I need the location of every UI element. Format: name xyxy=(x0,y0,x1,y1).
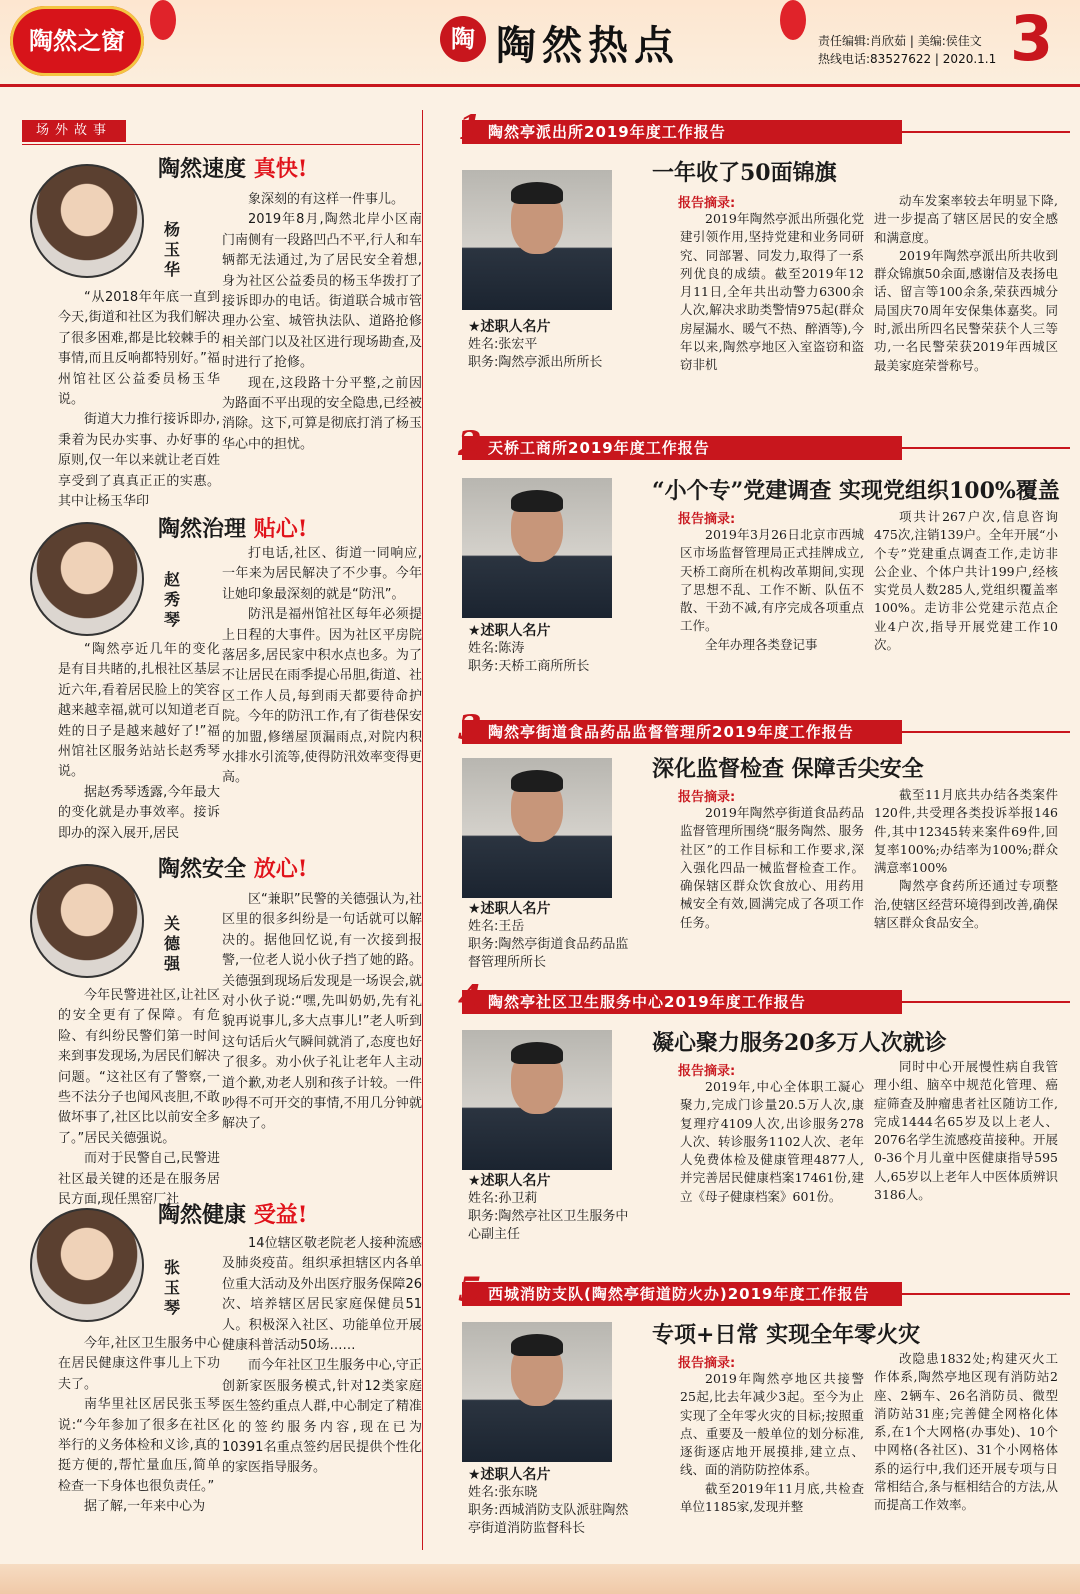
report-text-col1: 2019年陶然亭街道食品药品监督管理所围绕“服务陶然、服务社区”的工作目标和工作要求,深入强化四品一械监督检查工作。确保辖区群众饮食放心、用药用械安全有效,圆满完成了各项工作任务。 xyxy=(680,805,864,930)
official-photo xyxy=(462,1322,612,1462)
editor-info xyxy=(818,32,996,68)
report-4 xyxy=(458,978,1070,1260)
editor-line: 责任编辑:肖欣茹 | 美编:侯佳文 xyxy=(818,34,982,48)
divider xyxy=(902,1293,1070,1295)
summary-label: 报告摘录: xyxy=(678,1356,736,1371)
story-health xyxy=(22,1198,422,1558)
report-bar: 西城消防支队(陶然亭街道防火办)2019年度工作报告 xyxy=(462,1282,902,1306)
report-text-col2: 同时中心开展慢性病自我管理小组、脑卒中规范化管理、癌症筛查及肿瘤患者社区随访工作,完成1444名65岁及以上老人、2076名学生流感疫苗接种。开展0-36个月儿童中医健康指导595人,65岁以上老年人中医体质辨识3186人。 xyxy=(874,1059,1058,1203)
report-text-col2: 项共计267户次,信息咨询475次,注销139户。全年开展“小个专”党建重点调查工作,走访非公企业、个体户共计199户,经核实党员人数285人,党组织覆盖率100%。走访非公党建示范点企业4户次,指导开展党建工作10次。 xyxy=(874,509,1058,653)
report-text-col2: 截至11月底共办结各类案件120件,共受理各类投诉举报146件,其中12345转来案件69件,回复率100%;办结率为100%;群众满意率100% 陶然亭食药所还通过专项整治,使辖区经营环境得到改善,确保辖区群众食品安全。 xyxy=(874,787,1058,931)
report-text-col1: 2019年陶然亭派出所强化党建引领作用,坚持党建和业务同研究、同部署、同发力,取得了一系列优良的成绩。截至2019年12月11日,全年共出动警力6300余人次,解决求助类警情975起(群众房屋漏水、暖气不热、醉酒等),今年以来,陶然亭地区入室盗窃和盗窃非机 xyxy=(680,211,864,373)
report-bar: 天桥工商所2019年度工作报告 xyxy=(462,436,902,460)
story-text-left: 今年,社区卫生服务中心在居民健康这件事儿上下功夫了。 南华里社区居民张玉琴说:“今年参加了很多在社区举行的义务体检和义诊,真的挺方便的,帮忙量血压,简单检查一下身体也很负责任。” 据了解,一年来中心为 xyxy=(58,1336,220,1515)
story-text-left: “从2018年年底一直到今天,街道和社区为我们解决了很多困难,都是比较棘手的事情,而且反响都特别好。”福州馆社区公益委员杨玉华说。 街道大力推行接诉即办,秉着为民办实事、办好事的原则,仅一年以来就让老百姓享受到了真真正正的实惠。其中让杨玉华印 xyxy=(58,290,220,510)
portrait-photo xyxy=(30,164,144,278)
story-title: 陶然健康 受益! xyxy=(158,1202,308,1228)
official-photo xyxy=(462,170,612,310)
page-header xyxy=(0,0,1080,87)
summary-label: 报告摘录: xyxy=(678,790,736,805)
summary-label: 报告摘录: xyxy=(678,196,736,211)
official-photo xyxy=(462,478,612,618)
portrait-photo xyxy=(30,522,144,636)
report-text-col2: 改隐患1832处;构建灭火工作体系,陶然亭地区现有消防站2座、2辆车、26名消防员、微型消防站31座;完善健全网格化体系,在1个大网格(办事处)、10个中网格(各社区)、31个小网格体系的运行中,我们还开展专项与日常相结合,条与框相结合的方法,从而提高工作效率。 xyxy=(874,1351,1058,1513)
person-name: 杨玉华 xyxy=(163,220,180,279)
lantern-decoration xyxy=(150,0,176,40)
report-number: 5 xyxy=(458,1270,482,1310)
divider xyxy=(902,1001,1070,1003)
section-badge: 陶 xyxy=(440,16,486,62)
story-text-right: 区“兼职”民警的关德强认为,社区里的很多纠纷是一句话就可以解决的。据他回忆说,有一次接到报警,一位老人说小伙子挡了她的路。关德强到现场后发现是一场误会,就对小伙子说:“嘿,先叫奶奶,先有礼貌再说事儿,多大点事儿!”老人听到这句话后火气瞬间就消了,态度也好了很多。劝小伙子礼让老年人主动道个歉,劝老人别和孩子计较。一件吵得不可开交的事情,不用几分钟就解决了。 xyxy=(222,892,422,1132)
summary-label: 报告摘录: xyxy=(678,512,736,527)
story-governance xyxy=(22,512,422,842)
hotline-date: 热线电话:83527622 | 2020.1.1 xyxy=(818,52,997,66)
person-name: 赵秀琴 xyxy=(163,570,180,629)
report-bar: 陶然亭街道食品药品监督管理所2019年度工作报告 xyxy=(462,720,902,744)
page-number: 3 xyxy=(1010,2,1054,75)
story-title: 陶然治理 贴心! xyxy=(158,516,308,542)
story-text-left: 今年民警进社区,让社区的安全更有了保障。有危险、有纠纷民警们第一时间来到事发现场,为居民们解决问题。“这社区有了警察,一些不法分子也闻风丧胆,不敢做坏事了,社区比以前安全多了。”居民关德强说。 而对于民警自己,民警进社区最关键的还是在服务居民方面,现任黑窑厂社 xyxy=(58,988,220,1208)
report-headline: 凝心聚力服务20多万人次就诊 xyxy=(652,1030,947,1056)
report-3 xyxy=(458,708,1070,976)
report-headline: 专项+日常 实现全年零火灾 xyxy=(652,1322,921,1348)
divider xyxy=(902,731,1070,733)
report-headline: 深化监督检查 保障舌尖安全 xyxy=(652,756,924,782)
report-2 xyxy=(458,424,1070,706)
divider xyxy=(902,447,1070,449)
story-speed xyxy=(22,152,422,510)
profile-card: ★述职人名片 姓名:孙卫莉 职务:陶然亭社区卫生服务中心副主任 xyxy=(468,1173,629,1242)
column-divider xyxy=(422,110,423,1550)
sidebar-stories xyxy=(22,108,422,1558)
report-text-col1: 2019年,中心全体职工凝心聚力,完成门诊量20.5万人次,康复理疗4109人次,出诊服务278人次、转诊服务1102人次、老年人免费体检及健康管理4877人,并完善居民健康档案17461份,建立《母子健康档案》601份。 xyxy=(680,1079,864,1204)
report-bar: 陶然亭社区卫生服务中心2019年度工作报告 xyxy=(462,990,902,1014)
person-name: 关德强 xyxy=(163,914,180,973)
divider xyxy=(902,131,1070,133)
lantern-decoration xyxy=(780,0,806,40)
portrait-photo xyxy=(30,1208,144,1322)
report-number: 4 xyxy=(458,978,482,1018)
section-title: 陶然热点 xyxy=(496,22,680,69)
sidebar-tab: 场外故事 xyxy=(22,120,126,142)
story-text-right: 象深刻的有这样一件事儿。 2019年8月,陶然北岸小区南门南侧有一段路凹凸不平,行人和车辆都无法通过,为了居民安全着想,身为社区公益委员的杨玉华拨打了接诉即办的电话。街道联合城市管理办公室、城管执法队、道路抢修相关部门以及社区进行现场勘查,及时进行了抢修。 现在,这段路十分平整,之前因为路面不平出现的安全隐患,已经被消除。这下,可算是彻底打消了杨玉华心中的担忧。 xyxy=(222,192,422,452)
profile-card: ★述职人名片 姓名:张东晓 职务:西城消防支队派驻陶然亭街道消防监督科长 xyxy=(468,1467,629,1536)
story-text-right: 打电话,社区、街道一同响应,一年来为居民解决了不少事。今年让她印象最深刻的就是“防汛”。 防汛是福州馆社区每年必须提上日程的大事件。因为社区平房院落居多,居民家中积水点也多。为了不让居民在雨季提心吊胆,街道、社区工作人员,每到雨天都要待命护院。今年的防汛工作,有了街巷保安的加盟,修缮屋顶漏雨点,对院内积水排水引流等,使得防汛效率变得更高。 xyxy=(222,546,422,786)
report-bar: 陶然亭派出所2019年度工作报告 xyxy=(462,120,902,144)
story-text-right: 14位辖区敬老院老人接种流感及肺炎疫苗。组织承担辖区内各单位重大活动及外出医疗服务保障26次、培养辖区居民家庭保健员51人。积极深入社区、功能单位开展健康科普活动50场…… 而今年社区卫生服务中心,守正创新家医服务模式,针对12类家庭医生签约重点人群,中心制定了精准化的签约服务内容,现在已为10391名重点签约居民提供个性化的家医指导服务。 xyxy=(222,1236,422,1476)
profile-card: ★述职人名片 姓名:张宏平 职务:陶然亭派出所所长 xyxy=(468,319,603,370)
story-safety xyxy=(22,852,422,1208)
report-headline: 一年收了50面锦旗 xyxy=(652,160,837,186)
report-5 xyxy=(458,1270,1070,1562)
masthead-logo: 陶然之窗 xyxy=(10,6,144,76)
official-photo xyxy=(462,758,612,898)
person-name: 张玉琴 xyxy=(163,1258,180,1317)
profile-card: ★述职人名片 姓名:陈涛 职务:天桥工商所所长 xyxy=(468,623,590,674)
report-text-col1: 2019年陶然亭地区共接警25起,比去年减少3起。至今为止实现了全年零火灾的目标;按照重点、重要及一般单位的划分标准,逐街逐店地开展摸排,建立点、线、面的消防防控体系。 截至2019年11月底,共检查单位1185家,发现并整 xyxy=(680,1371,864,1515)
report-number: 3 xyxy=(458,708,482,748)
portrait-photo xyxy=(30,864,144,978)
report-text-col2: 动车发案率较去年明显下降,进一步提高了辖区居民的安全感和满意度。 2019年陶然亭派出所共收到群众锦旗50余面,感谢信及表扬电话、留言等100余条,荣获西城分局国庆70周年安保集体嘉奖。同时,派出所四名民警荣获个人三等功,一名民警荣获2019年西城区最美家庭荣誉称号。 xyxy=(874,193,1058,373)
report-number: 2 xyxy=(458,424,482,464)
summary-label: 报告摘录: xyxy=(678,1064,736,1079)
story-text-left: “陶然亭近几年的变化是有目共睹的,扎根社区基层近六年,看着居民脸上的笑容越来越幸福,就可以知道老百姓的日子是越来越好了!”福州馆社区服务站站长赵秀琴说。 据赵秀琴透露,今年最大的变化就是办事效率。接诉即办的深入展开,居民 xyxy=(58,642,220,841)
report-headline: “小个专”党建调查 实现党组织100%覆盖 xyxy=(652,478,1060,504)
profile-card: ★述职人名片 姓名:王岳 职务:陶然亭街道食品药品监督管理所所长 xyxy=(468,901,629,970)
page-footer-decoration xyxy=(0,1564,1080,1594)
report-1 xyxy=(458,108,1070,410)
report-text-col1: 2019年3月26日北京市西城区市场监督管理局正式挂牌成立,天桥工商所在机构改革期间,实现了思想不乱、工作不断、队伍不散、干劲不减,有序完成各项重点工作。 全年办理各类登记事 xyxy=(680,527,864,652)
section-title-group xyxy=(440,8,700,72)
story-title: 陶然安全 放心! xyxy=(158,856,308,882)
report-number: 1 xyxy=(458,108,482,148)
official-photo xyxy=(462,1030,612,1170)
story-title: 陶然速度 真快! xyxy=(158,156,308,182)
